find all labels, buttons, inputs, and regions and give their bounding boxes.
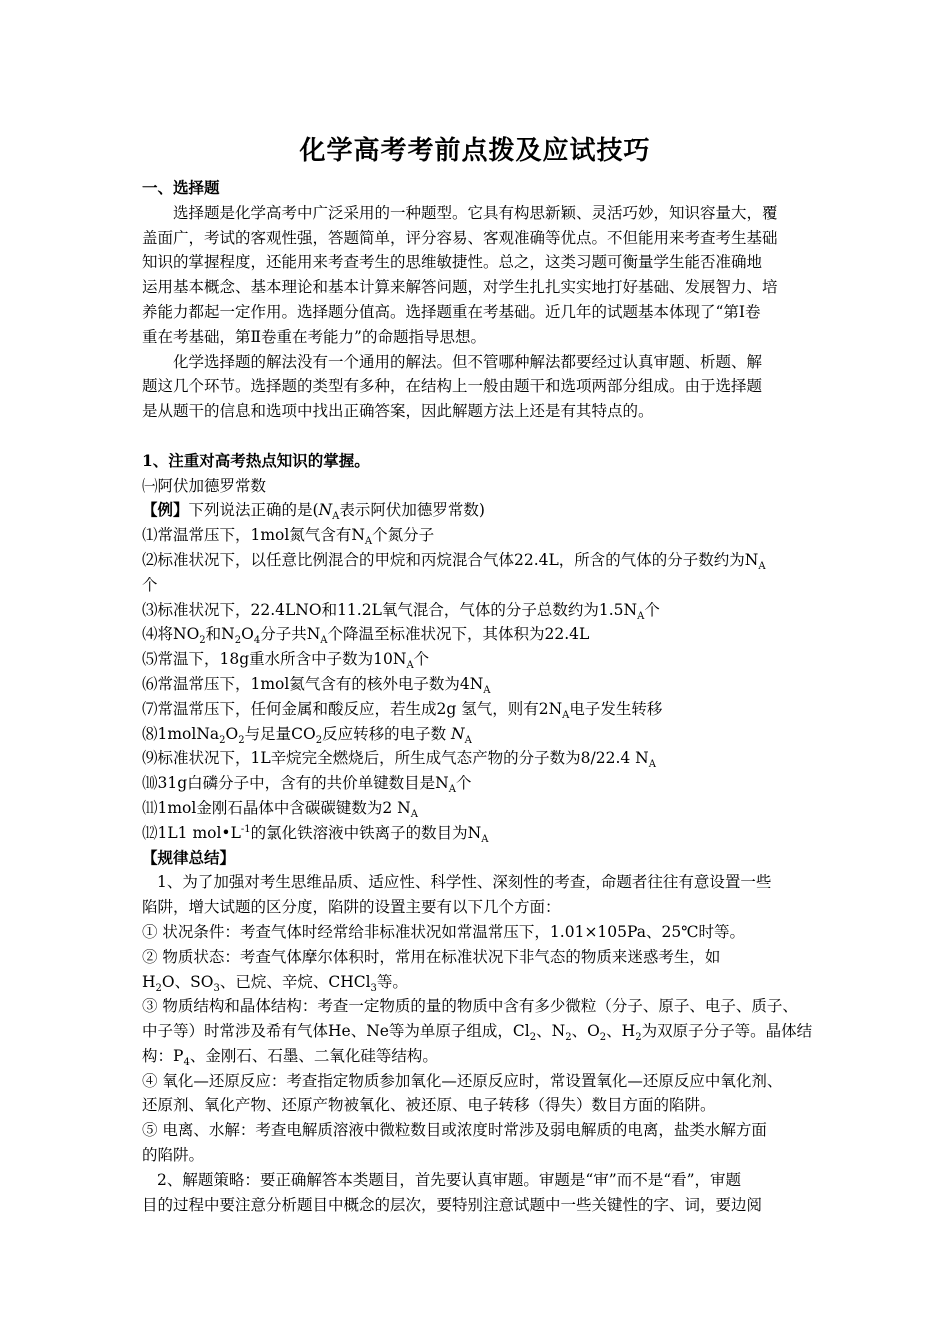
option-item-10: ⑽31g白磷分子中，含有的共价单键数目是$N_A$个 (142, 774, 472, 796)
na-symbol: N (318, 501, 333, 520)
example-text: 下列说法正确的是( (188, 501, 319, 520)
section-heading: 一、选择题 (142, 178, 220, 197)
text-line: 重在考基础，第Ⅱ卷重在考能力”的命题指导思想。 (142, 327, 486, 346)
text-line: 养能力都起一定作用。选择题分值高。选择题重在考基础。近几年的试题基本体现了“第Ⅰ卷 (142, 302, 761, 321)
summary-text: 陷阱，增大试题的区分度，陷阱的设置主要有以下几个方面： (142, 898, 561, 917)
summary-point-4-cont: 还原剂、氧化产物、还原产物被氧化、被还原、电子转移（得失）数目方面的陷阱。 (142, 1096, 716, 1115)
document-body (142, 176, 813, 1217)
text-line: 化学选择题的解法没有一个通用的解法。但不管哪种解法都要经过认真审题、析题、解 (173, 352, 763, 371)
text-line: 盖面广，考试的客观性强，答题简单，评分容易、客观准确等优点。不但能用来考查考生基础 (142, 228, 778, 247)
summary-point-4: ④ 氧化—还原反应：考查指定物质参加氧化—还原反应时，常设置氧化—还原反应中氧化剂、 (142, 1071, 783, 1090)
example-question (142, 498, 810, 523)
option-item-11: ⑾1mol金刚石晶体中含碳碳键数为2 $N_A$ (142, 798, 418, 821)
intro-paragraph-2 (142, 350, 810, 424)
option-item-4: ⑷将$NO_2$和$N_2O_4$分子共$N_A$个降温至标准状况下，其体积为22.4L (142, 625, 590, 647)
option-item-5: ⑸常温下，18g重水所含中子数为$10N_A$个 (142, 650, 430, 672)
option-item-3: ⑶标准状况下，22.4LNO和11.2L氧气混合，气体的分子总数约为$1.5N_A$个 (142, 600, 660, 622)
summary-point-5-cont: 的陷阱。 (142, 1146, 205, 1165)
option-item-1: ⑴常温常压下，1mol氮气含有$N_A$个氮分子 (142, 526, 435, 548)
example-label: 【例】 (142, 500, 189, 520)
summary-text: 1、为了加强对考生思维品质、适应性、科学性、深刻性的考查，命题者往往有意设置一些 (157, 873, 772, 892)
text-line: 题这几个环节。选择题的类型有多种，在结构上一般由题干和选项两部分组成。由于选择题 (142, 377, 763, 396)
summary-point-3-cont: 构：$P_4$、金刚石、石墨、二氧化硅等结构。 (142, 1046, 438, 1068)
option-item-9: ⑼标准状况下，1L辛烷完全燃烧后，所生成气态产物的分子数为8/22.4 $N_A$ (142, 749, 656, 771)
summary-point-3: ③ 物质结构和晶体结构：考查一定物质的量的物质中含有多少微粒（分子、原子、电子、质子、 (142, 997, 798, 1016)
option-item-2: ⑵标准状况下，以任意比例混合的甲烷和丙烷混合气体22.4L，所含的气体的分子数约为$N_A$ (142, 550, 766, 573)
summary-point-5: ⑤ 电离、水解：考查电解质溶液中微粒数目或浓度时常涉及弱电解质的电离，盐类水解方面 (142, 1121, 767, 1140)
intro-paragraph-1 (142, 201, 810, 350)
summary-heading: 【规律总结】 (142, 847, 236, 867)
text-line: 是从题干的信息和选项中找出正确答案，因此解题方法上还是有其特点的。 (142, 402, 654, 421)
text-line: 选择题是化学高考中广泛采用的一种题型。它具有构思新颖、灵活巧妙，知识容量大，覆 (173, 203, 778, 222)
topic-subheading: ㈠阿伏加德罗常数 (142, 476, 267, 495)
document-title: 化学高考考前点拨及应试技巧 (299, 136, 651, 166)
text-line: 知识的掌握程度，还能用来考查考生的思维敏捷性。总之，这类习题可衡量学生能否准确地 (142, 253, 763, 272)
summary-point-2: ② 物质状态：考查气体摩尔体积时，常用在标准状况下非气态的物质来迷惑考生，如 (142, 947, 721, 966)
summary-text: 2、解题策略：要正确解答本类题目，首先要认真审题。审题是“审”而不是“看”，审题 (157, 1170, 742, 1189)
option-item-12: ⑿1L1 $mol•L^{-1}$的氯化铁溶液中铁离子的数目为$N_A$ (142, 823, 489, 845)
option-item-8: $⑻1molNa_2O_2$与足量$CO_2$反应转移的电子数 $N_A$ (142, 724, 472, 746)
option-item-7: ⑺常温常压下，任何金属和酸反应，若生成2g 氢气，则有$2N_A$电子发生转移 (142, 699, 663, 721)
text-line: 运用基本概念、基本理论和基本计算来解答问题，对学生扎扎实实地打好基础、发展智力、培 (142, 278, 778, 297)
topic-heading: 1、注重对高考热点知识的掌握。 (142, 450, 370, 470)
summary-point-1: ① 状况条件：考查气体时经常给非标准状况如常温常压下，1.01×105Pa、25℃时等。 (142, 922, 746, 941)
summary-point-3-cont: 中子等）时常涉及希有气体He、Ne等为单原子组成，$Cl_2$、$N_2$、$O_2$、$H_2$为双原子分子等。晶体结 (142, 1022, 813, 1044)
option-item-6: ⑹常温常压下，1mol氦气含有的核外电子数为$4N_A$ (142, 674, 491, 697)
na-subscript: A (332, 511, 340, 523)
summary-text: 目的过程中要注意分析题目中概念的层次，要特别注意试题中一些关键性的字、词，要边阅 (142, 1195, 763, 1214)
example-text: 表示阿伏加德罗常数) (339, 501, 485, 520)
summary-point-2-cont: $H_2O$、$SO_3$、已烷、辛烷、CHCl$_3$等。 (142, 972, 408, 994)
option-item-2-cont: 个 (142, 575, 158, 594)
